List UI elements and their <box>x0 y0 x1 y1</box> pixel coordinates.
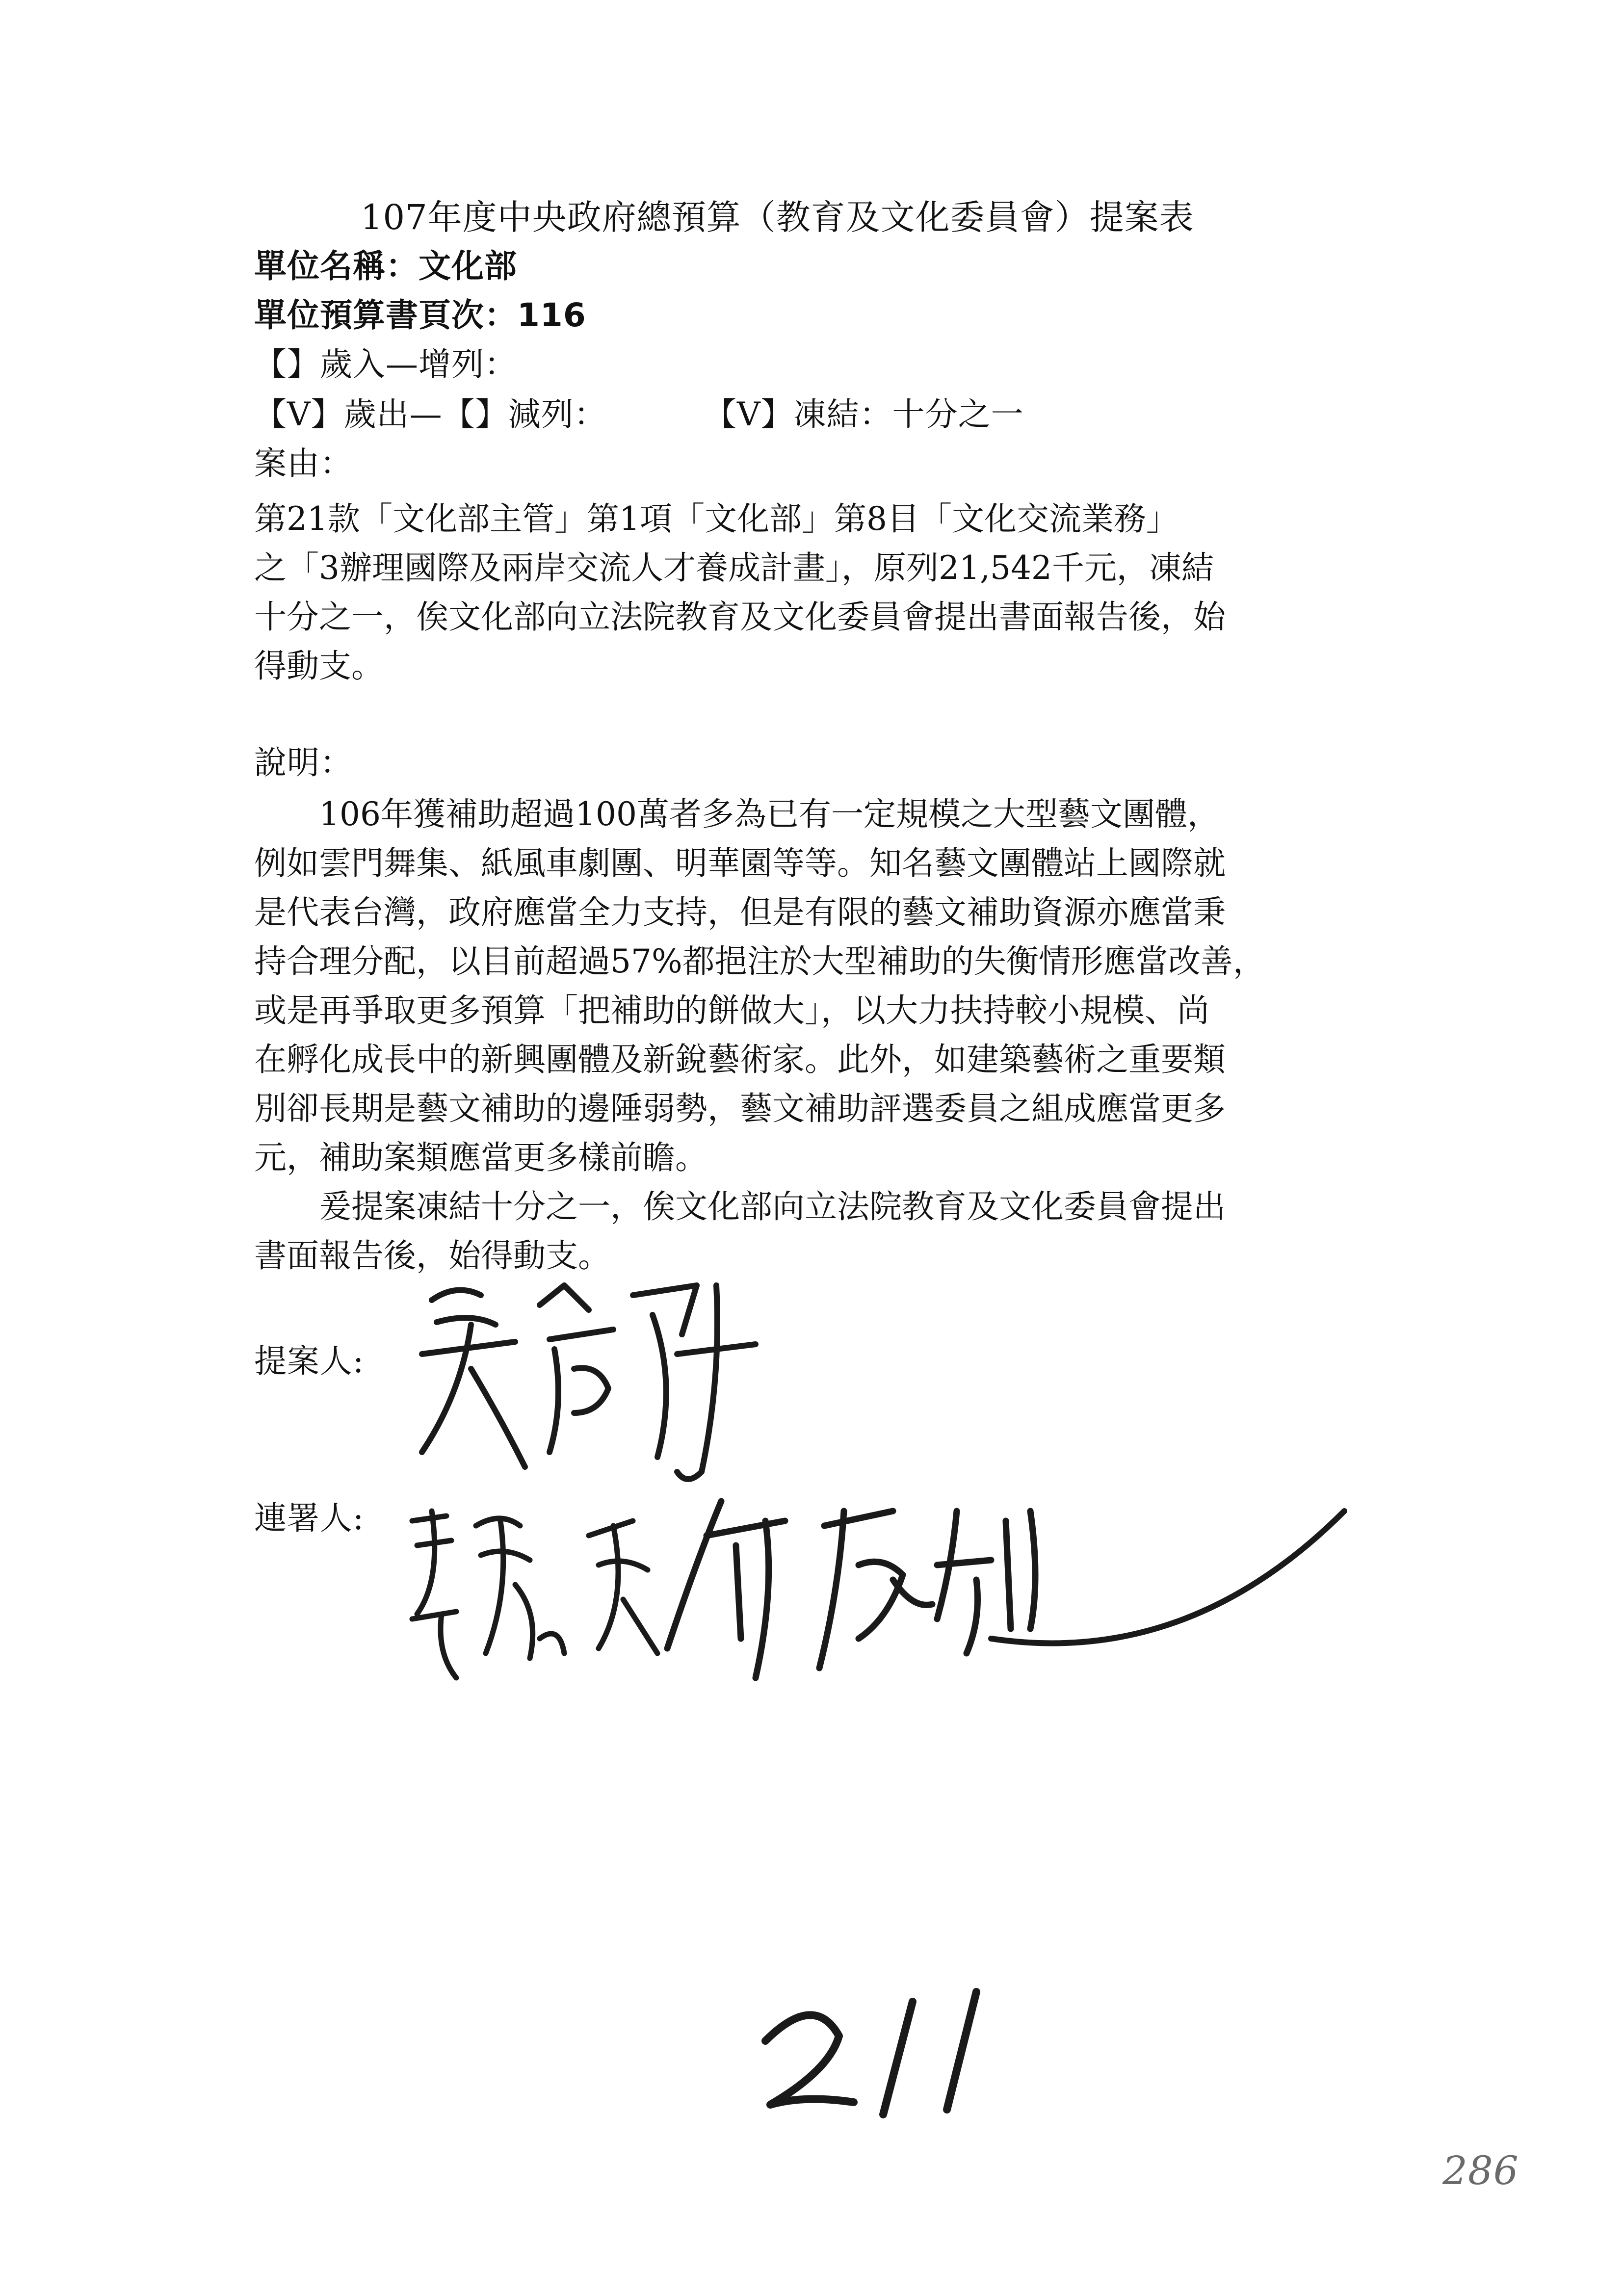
case-paragraph <box>254 495 1392 691</box>
explain-line: 106年獲補助超過100萬者多為已有一定規模之大型藝文團體， <box>254 795 1220 833</box>
expense-line-b: 【V】凍結：十分之一 <box>704 395 1024 433</box>
expense-line-a: 【V】歲出—【】減列： <box>254 395 607 433</box>
explain-line: 別卻長期是藝文補助的邊陲弱勢，藝文補助評選委員之組成應當更多 <box>254 1090 1226 1127</box>
budget-page: 單位預算書頁次：116 <box>254 296 586 334</box>
case-line: 第21款「文化部主管」第1項「文化部」第8目「文化交流業務」 <box>254 500 1179 538</box>
proposer-label: 提案人: <box>254 1342 365 1380</box>
cosigner-signatures <box>402 1491 1384 1697</box>
case-line: 之「3辦理國際及兩岸交流人才養成計畫」，原列21,542千元，凍結 <box>254 549 1214 587</box>
explain-line: 元，補助案類應當更多樣前瞻。 <box>254 1139 707 1176</box>
corner-mark: 286 <box>1442 2148 1519 2193</box>
explain-line: 持合理分配，以目前超過57%都挹注於大型補助的失衡情形應當改善， <box>254 942 1265 980</box>
unit-name: 單位名稱：文化部 <box>254 247 517 285</box>
explain-line: 或是再爭取更多預算「把補助的餅做大」，以大力扶持較小規模、尚 <box>254 991 1209 1029</box>
explain-line: 爰提案凍結十分之一，俟文化部向立法院教育及文化委員會提出 <box>254 1188 1226 1226</box>
explain-paragraph <box>254 790 1392 1280</box>
revenue-line: 【】歲入—增列： <box>254 345 517 383</box>
case-line: 十分之一，俟文化部向立法院教育及文化委員會提出書面報告後，始 <box>254 598 1226 636</box>
case-line: 得動支。 <box>254 647 384 685</box>
explain-line: 在孵化成長中的新興團體及新銳藝術家。此外，如建築藝術之重要類 <box>254 1041 1226 1078</box>
explain-line: 是代表台灣，政府應當全力支持，但是有限的藝文補助資源亦應當秉 <box>254 893 1226 931</box>
document-title: 107年度中央政府總預算（教育及文化委員會）提案表 <box>361 197 1194 237</box>
cosigner-label: 連署人: <box>254 1499 365 1537</box>
handwritten-page-number <box>756 1982 1030 2129</box>
case-label: 案由： <box>254 444 353 482</box>
proposer-signature <box>402 1256 795 1491</box>
explain-line: 書面報告後，始得動支。 <box>254 1237 610 1275</box>
explain-line: 例如雲門舞集、紙風車劇團、明華園等等。知名藝文團體站上國際就 <box>254 844 1226 882</box>
explain-label: 說明： <box>254 744 353 782</box>
